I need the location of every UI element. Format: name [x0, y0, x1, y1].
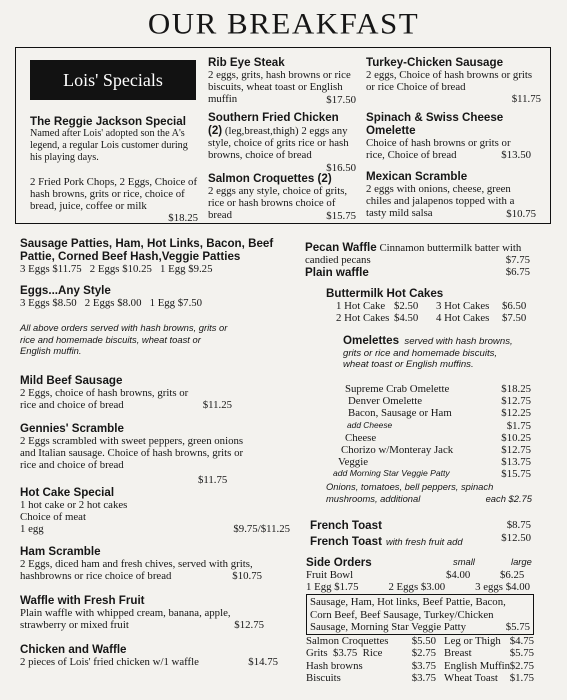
omelette-name: Veggie — [338, 456, 368, 469]
chicken-price: $16.50 — [326, 161, 356, 174]
extras-price: each $2.75 — [485, 493, 532, 504]
sausage-2eggs: 2 Eggs $10.25 — [89, 263, 152, 275]
omelette-name: Cheese — [345, 431, 377, 444]
hotcakes-r1a: 1 Hot Cake — [336, 300, 386, 312]
ham-desc: 2 Eggs, diced ham and fresh chives, served with grits, hashbrowns or rice choice of bread — [20, 558, 253, 583]
hotcake-special-item — [20, 486, 290, 536]
omelette-row — [345, 432, 531, 444]
omelette-name: Chorizo w/Monteray Jack — [341, 444, 454, 457]
salmon-price: $15.75 — [326, 209, 356, 222]
omelette-row — [333, 468, 531, 481]
ribeye-price: $17.50 — [326, 93, 356, 106]
fruit-bowl: Fruit Bowl — [306, 569, 354, 581]
reggie-price: $18.25 — [168, 212, 198, 225]
omelette-price: $12.75 — [501, 444, 531, 457]
fruit-bowl-large: $6.25 — [500, 569, 525, 581]
side-row — [306, 647, 534, 659]
omelette-price: $18.25 — [501, 383, 531, 395]
waffle-name: Waffle with Fresh Fruit — [20, 594, 145, 607]
mild-price: $11.25 — [202, 399, 232, 412]
chickwaffle-desc: 2 pieces of Lois' fried chicken w/1 waffle — [20, 656, 199, 668]
pecan-waffle-item — [305, 241, 530, 279]
omelette-price: $13.75 — [501, 456, 531, 469]
side-row — [306, 635, 534, 647]
reggie-detail: 2 Fried Pork Chops, 2 Eggs, Choice of hash browns, grits or rice, choice of bread, juice, coffee or milk — [30, 175, 198, 213]
hotcake-name: Hot Cake Special — [20, 486, 115, 499]
french-toast-price: $8.75 — [506, 519, 531, 531]
hotcake-price: $9.75/$11.25 — [233, 523, 290, 536]
hotcake-desc3: 1 egg — [20, 523, 44, 536]
omelettes-name: Omelettes — [343, 334, 400, 347]
salmon-name: Salmon Croquettes (2) — [208, 172, 332, 185]
salmon-desc: 2 eggs any style, choice of grits, rice or hash browns choice of bread — [208, 185, 348, 222]
omelette-price: $1.75 — [506, 419, 531, 432]
hotcakes-r1d: $6.50 — [502, 300, 527, 312]
hotcake-desc1: 1 hot cake or 2 hot cakes — [20, 499, 128, 511]
side-item: Wheat Toast — [444, 671, 498, 684]
omelette-name: add Cheese — [347, 419, 393, 430]
mexican-name: Mexican Scramble — [366, 170, 468, 183]
side-row — [306, 672, 534, 684]
sausage-item — [20, 237, 278, 275]
side-price: $5.75 — [509, 647, 534, 660]
omelette-price: $12.25 — [501, 407, 531, 420]
omelette-row — [345, 407, 531, 419]
mild-sausage-item — [20, 374, 232, 412]
hotcakes-r1b: $2.50 — [394, 300, 419, 312]
ribeye-name: Rib Eye Steak — [208, 56, 285, 69]
side-item: English Muffin — [444, 659, 511, 672]
hotcakes-r2a: 2 Hot Cakes — [336, 312, 390, 325]
omelettes-note: served with hash browns, grits or rice and homemade biscuits, wheat toast or English muffins. — [343, 336, 513, 370]
side-item: Biscuits — [306, 671, 341, 684]
hotcakes-r2b: $4.50 — [394, 312, 419, 325]
pecan-price: $7.75 — [505, 254, 530, 267]
gennies-desc: 2 Eggs scrambled with sweet peppers, green onions and Italian sausage. Choice of hash browns, grits or rice and choice of bread — [20, 435, 244, 472]
mexican-special — [366, 170, 536, 220]
chicken-name: Southern Fried Chicken — [208, 111, 339, 124]
omelettes-header — [343, 334, 523, 371]
side-3eggs: 3 eggs $4.00 — [475, 581, 530, 594]
omelette-price: $12.75 — [501, 395, 531, 408]
gennies-item — [20, 422, 250, 486]
ribeye-special — [208, 56, 356, 106]
spinach-price: $13.50 — [501, 149, 531, 162]
chickwaffle-price: $14.75 — [248, 656, 278, 668]
chicken-special — [208, 111, 356, 174]
sausage-1egg: 1 Egg $9.25 — [160, 263, 213, 275]
eggs-3eggs: 3 Eggs $8.50 — [20, 297, 77, 309]
reggie-desc: Named after Lois' adopted son the A's legend, a regular Lois customer during his playing days. — [30, 128, 188, 164]
turkey-desc: 2 eggs, Choice of hash browns or grits or rice Choice of bread — [366, 69, 533, 94]
mild-name: Mild Beef Sausage — [20, 374, 123, 387]
french-toast-fruit-name: French Toast — [310, 535, 382, 548]
turkey-special — [366, 56, 541, 106]
side-orders — [306, 556, 534, 684]
salmon-special — [208, 172, 356, 222]
ribeye-desc: 2 eggs, grits, hash browns or rice biscuits, wheat toast or English muffin — [208, 69, 351, 106]
eggs-2eggs: 2 Eggs $8.00 — [84, 297, 142, 309]
eggs-item — [20, 284, 278, 309]
omelette-name: add Morning Star Veggie Patty — [333, 468, 450, 479]
reggie-name: The Reggie Jackson Special — [30, 115, 186, 128]
side-item: Breast — [444, 647, 472, 660]
side-meats-list: Sausage, Ham, Hot links, Beef Pattie, Bacon, Corn Beef, Beef Sausage, Turkey/Chicken Sausage, Morning Star Veggie Patty — [310, 596, 506, 633]
waffle-price: $12.75 — [234, 619, 264, 632]
side-price: $3.75 — [411, 659, 436, 672]
sausage-3eggs: 3 Eggs $11.75 — [20, 263, 82, 275]
side-price: $2.75 — [509, 659, 534, 672]
ham-price: $10.75 — [232, 570, 262, 583]
chicken-waffle-item — [20, 643, 278, 668]
gennies-name: Gennies' Scramble — [20, 422, 124, 435]
side-item: Salmon Croquettes — [306, 635, 389, 648]
omelette-name: Bacon, Sausage or Ham — [348, 407, 452, 420]
gennies-price: $11.75 — [198, 473, 228, 486]
plain-waffle-name: Plain waffle — [305, 266, 369, 280]
sides-small-label: small — [453, 556, 475, 567]
omelette-extras — [326, 481, 504, 504]
omelette-price: $10.25 — [501, 431, 531, 444]
spinach-desc: Choice of hash browns or grits or rice, Choice of bread — [366, 137, 511, 162]
waffle-desc: Plain waffle with whipped cream, banana, apple, strawberry or mixed fruit — [20, 607, 231, 632]
omelette-row — [345, 383, 531, 395]
chickwaffle-name: Chicken and Waffle — [20, 643, 127, 656]
ham-scramble-item — [20, 545, 262, 583]
plain-waffle-price: $6.75 — [505, 266, 530, 279]
french-toast-fruit-price: $12.50 — [501, 532, 531, 544]
spinach-special — [366, 111, 531, 162]
sides-large-label: large — [511, 556, 532, 567]
mild-desc: 2 Eggs, choice of hash browns, grits or rice and choice of bread — [20, 387, 189, 412]
hotcakes-r1c: 3 Hot Cakes — [436, 300, 490, 312]
mexican-price: $10.75 — [506, 207, 536, 220]
sausage-name: Sausage Patties, Ham, Hot Links, Bacon, Beef Pattie, Corned Beef Hash,Veggie Patties — [20, 237, 274, 263]
served-with-note: All above orders served with hash browns, grits or rice and homemade biscuits, wheat toast or English muffin. — [20, 322, 228, 356]
french-toast-name: French Toast — [310, 519, 382, 532]
eggs-1egg: 1 Egg $7.50 — [149, 297, 203, 309]
side-price: $5.50 — [411, 635, 436, 648]
eggs-name: Eggs...Any Style — [20, 284, 111, 297]
side-1egg: 1 Egg $1.75 — [306, 581, 359, 594]
turkey-name: Turkey-Chicken Sausage — [366, 56, 504, 69]
side-price: $3.75 — [411, 671, 436, 684]
omelettes-list — [333, 383, 531, 481]
side-row — [306, 660, 534, 672]
pecan-desc1: Cinnamon buttermilk batter with — [379, 242, 522, 254]
hotcakes-name: Buttermilk Hot Cakes — [326, 287, 444, 300]
side-item: Grits $3.75 Rice — [306, 647, 383, 660]
omelette-row — [345, 420, 531, 432]
chicken-desc: (leg,breast,thigh) 2 eggs any style, choice of grits rice or hash browns, choice of bread — [208, 125, 349, 162]
omelette-price: $15.75 — [501, 468, 531, 481]
hotcake-desc2: Choice of meat — [20, 511, 86, 524]
hotcakes-r2d: $7.50 — [502, 312, 527, 325]
side-meats-price: $5.75 — [505, 621, 530, 634]
omelette-row — [345, 395, 531, 407]
side-2eggs: 2 Eggs $3.00 — [388, 581, 446, 594]
side-item: Leg or Thigh — [444, 635, 501, 648]
omelette-row — [338, 456, 531, 469]
sides-title: Side Orders — [306, 556, 372, 569]
page-title: OUR BREAKFAST — [147, 6, 420, 41]
side-item: Hash browns — [306, 659, 363, 672]
spinach-name: Spinach & Swiss Cheese Omelette — [366, 111, 504, 137]
side-price: $1.75 — [509, 671, 534, 684]
side-price: $4.75 — [509, 635, 534, 648]
buttermilk-hotcakes-item — [326, 287, 530, 324]
ham-name: Ham Scramble — [20, 545, 101, 558]
extras-text: Onions, tomatoes, bell peppers, spinach mushrooms, additional — [326, 481, 494, 504]
fruit-bowl-small: $4.00 — [446, 569, 471, 581]
specials-label: Lois' Specials — [30, 60, 196, 100]
hotcakes-r2c: 4 Hot Cakes — [436, 312, 490, 325]
french-toast-fruit-suffix: with fresh fruit add — [385, 536, 463, 547]
chicken-name-count: (2) — [208, 124, 223, 137]
pecan-name: Pecan Waffle — [305, 241, 377, 254]
pecan-desc2: candied pecans — [305, 254, 371, 267]
mexican-desc: 2 eggs with onions, cheese, green chiles and jalapenos topped with a tasty mild salsa — [366, 183, 515, 220]
side-meats-box — [306, 594, 534, 635]
omelette-name: Supreme Crab Omelette — [345, 383, 450, 395]
reggie-special — [30, 115, 198, 224]
french-toast-items — [310, 519, 531, 550]
omelette-name: Denver Omelette — [348, 395, 423, 408]
turkey-price: $11.75 — [511, 93, 541, 106]
omelette-row — [341, 444, 531, 457]
side-price: $2.75 — [411, 647, 436, 660]
waffle-fruit-item — [20, 594, 264, 632]
